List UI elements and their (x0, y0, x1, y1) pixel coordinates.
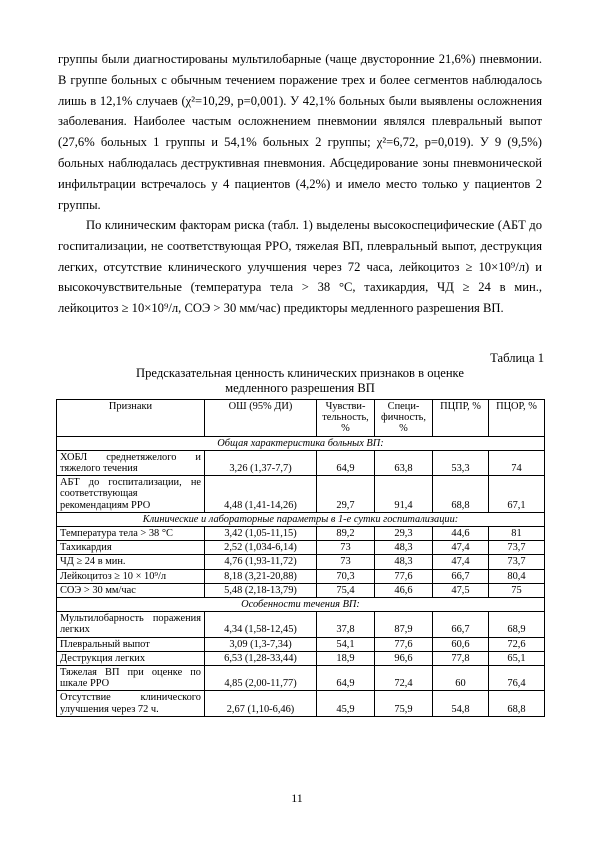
value-cell: 37,8 (317, 612, 375, 637)
table-row (57, 612, 545, 637)
value-cell: 66,7 (433, 569, 489, 583)
table-row (57, 476, 545, 513)
value-cell: 66,7 (433, 612, 489, 637)
value-cell: 45,9 (317, 691, 375, 716)
value-cell: 3,26 (1,37-7,7) (205, 450, 317, 475)
row-label-cell: Тяжелая ВП при оценке по шкале РРО (57, 666, 205, 691)
table-row (57, 666, 545, 691)
header-cell: Признаки (57, 400, 205, 437)
value-cell: 60,6 (433, 637, 489, 651)
value-cell: 47,4 (433, 541, 489, 555)
value-cell: 4,85 (2,00-11,77) (205, 666, 317, 691)
value-cell: 73 (317, 541, 375, 555)
value-cell: 96,6 (375, 651, 433, 665)
value-cell: 8,18 (3,21-20,88) (205, 569, 317, 583)
row-label-cell: Температура тела > 38 °С (57, 527, 205, 541)
value-cell: 4,48 (1,41-14,26) (205, 476, 317, 513)
header-cell: Специ-фичность, % (375, 400, 433, 437)
value-cell: 67,1 (489, 476, 545, 513)
table-number: Таблица 1 (490, 351, 544, 365)
table-row (57, 450, 545, 475)
value-cell: 73 (317, 555, 375, 569)
value-cell: 4,76 (1,93-11,72) (205, 555, 317, 569)
section-title: Общая характеристика больных ВП: (57, 436, 545, 450)
value-cell: 70,3 (317, 569, 375, 583)
table-row (57, 527, 545, 541)
table-row (57, 651, 545, 665)
value-cell: 74 (489, 450, 545, 475)
table-row (57, 583, 545, 597)
row-label-cell: АБТ до госпитализации, не соответствующая рекомендациям РРО (57, 476, 205, 513)
header-cell: Чувстви-тельность, % (317, 400, 375, 437)
table-row (57, 541, 545, 555)
table-row (57, 637, 545, 651)
row-label-cell: Деструкция легких (57, 651, 205, 665)
value-cell: 48,3 (375, 555, 433, 569)
row-label-cell: Лейкоцитоз ≥ 10 × 10⁹/л (57, 569, 205, 583)
value-cell: 91,4 (375, 476, 433, 513)
value-cell: 77,6 (375, 637, 433, 651)
value-cell: 68,8 (489, 691, 545, 716)
value-cell: 2,67 (1,10-6,46) (205, 691, 317, 716)
value-cell: 77,6 (375, 569, 433, 583)
row-label-cell: Отсутствие клинического улучшения через 72 ч. (57, 691, 205, 716)
table-row (57, 691, 545, 716)
value-cell: 87,9 (375, 612, 433, 637)
value-cell: 18,9 (317, 651, 375, 665)
table-caption: Предсказательная ценность клинических признаков в оценке медленного разрешения ВП (136, 366, 464, 395)
page-number: 11 (291, 791, 303, 805)
header-cell: ПЦОР, % (489, 400, 545, 437)
value-cell: 54,8 (433, 691, 489, 716)
row-label-cell: ЧД ≥ 24 в мин. (57, 555, 205, 569)
value-cell: 6,53 (1,28-33,44) (205, 651, 317, 665)
value-cell: 5,48 (2,18-13,79) (205, 583, 317, 597)
value-cell: 48,3 (375, 541, 433, 555)
body-paragraph-2: По клиническим факторам риска (табл. 1) выделены высокоспецифические (АБТ до госпитализации, не соответствующая РРО, тяжелая ВП, плевральный выпот, деструкция легких, отсутствие клинического улучшения через 72 часа, лейкоцитоз ≥ 10×10⁹/л) и высокочувствительные (температура тела > 38 °С, тахикардия, ЧД ≥ 24 в мин., лейкоцитоз ≥ 10×10⁹/л, СОЭ > 30 мм/час) предикторы медленного разрешения ВП. (58, 218, 542, 316)
value-cell: 47,4 (433, 555, 489, 569)
value-cell: 75 (489, 583, 545, 597)
value-cell: 63,8 (375, 450, 433, 475)
value-cell: 80,4 (489, 569, 545, 583)
value-cell: 75,9 (375, 691, 433, 716)
value-cell: 68,8 (433, 476, 489, 513)
value-cell: 89,2 (317, 527, 375, 541)
value-cell: 72,6 (489, 637, 545, 651)
table-row (57, 555, 545, 569)
value-cell: 73,7 (489, 541, 545, 555)
value-cell: 44,6 (433, 527, 489, 541)
value-cell: 73,7 (489, 555, 545, 569)
table-header-row (57, 400, 545, 437)
header-cell: ПЦПР, % (433, 400, 489, 437)
value-cell: 75,4 (317, 583, 375, 597)
value-cell: 53,3 (433, 450, 489, 475)
table-section-row (57, 436, 545, 450)
value-cell: 81 (489, 527, 545, 541)
value-cell: 2,52 (1,034-6,14) (205, 541, 317, 555)
value-cell: 64,9 (317, 666, 375, 691)
value-cell: 3,09 (1,3-7,34) (205, 637, 317, 651)
value-cell: 47,5 (433, 583, 489, 597)
value-cell: 4,34 (1,58-12,45) (205, 612, 317, 637)
table-section-row (57, 598, 545, 612)
table-row (57, 569, 545, 583)
value-cell: 65,1 (489, 651, 545, 665)
row-label-cell: Тахикардия (57, 541, 205, 555)
table-section-row (57, 512, 545, 526)
value-cell: 46,6 (375, 583, 433, 597)
section-title: Особенности течения ВП: (57, 598, 545, 612)
value-cell: 64,9 (317, 450, 375, 475)
row-label-cell: Плевральный выпот (57, 637, 205, 651)
value-cell: 68,9 (489, 612, 545, 637)
value-cell: 3,42 (1,05-11,15) (205, 527, 317, 541)
row-label-cell: Мультилобарность поражения легких (57, 612, 205, 637)
value-cell: 76,4 (489, 666, 545, 691)
value-cell: 54,1 (317, 637, 375, 651)
body-paragraph-1: группы были диагностированы мультилобарные (чаще двусторонние 21,6%) пневмонии. В группе больных с обычным течением поражение трех и более сегментов наблюдалось лишь в 12,1% случаев (χ²=10,29, р=0,001). У 42,1% больных были выявлены осложнения заболевания. Наиболее частым осложнением пневмонии являлся плевральный выпот (27,6% больных 1 группы и 54,1% больных 2 группы; χ²=6,72, р=0,019). У 9 (9,5%) больных наблюдалась деструктивная пневмония. Абсцедирование зоны пневмонической инфильтрации встречалось у 4 пациентов (4,2%) и имело место только у пациентов 2 группы. (58, 52, 542, 212)
value-cell: 72,4 (375, 666, 433, 691)
row-label-cell: ХОБЛ среднетяжелого и тяжелого течения (57, 450, 205, 475)
value-cell: 29,3 (375, 527, 433, 541)
row-label-cell: СОЭ > 30 мм/час (57, 583, 205, 597)
predictors-table (56, 399, 545, 717)
value-cell: 60 (433, 666, 489, 691)
value-cell: 77,8 (433, 651, 489, 665)
value-cell: 29,7 (317, 476, 375, 513)
section-title: Клинические и лабораторные параметры в 1-е сутки госпитализации: (57, 512, 545, 526)
header-cell: ОШ (95% ДИ) (205, 400, 317, 437)
